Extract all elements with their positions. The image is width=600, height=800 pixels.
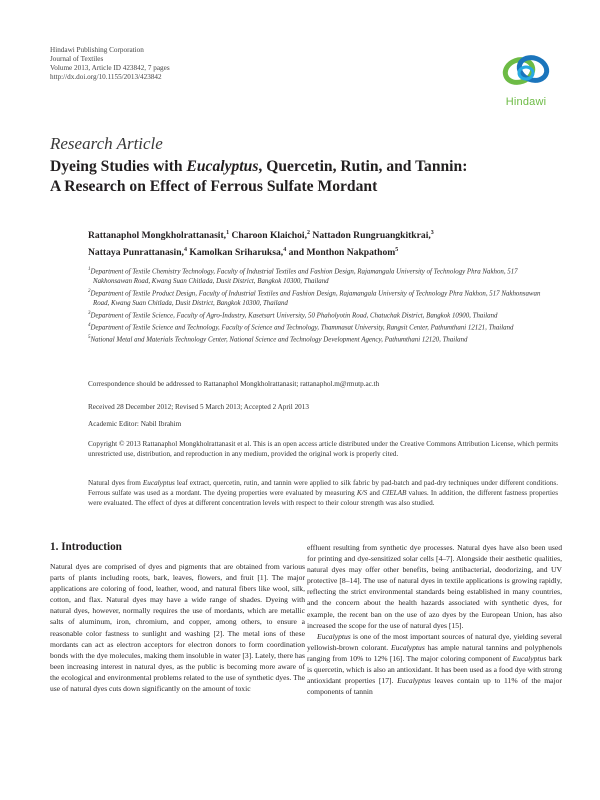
copyright-notice: Copyright © 2013 Rattanaphol Mongkholrattanasit et al. This is an open access article distributed under the Creative Commons Attribution License, which permits unrestricted use, distribution, and reproduction in any medium, provided the original work is properly cited. bbox=[88, 440, 558, 458]
paragraph: Eucalyptus is one of the most important sources of natural dye, yielding several yellowish-brown colorant. Eucalyptus has ample natural tannins and polyphenols ranging from 10% to 12% [16]. The major coloring component of Eucalyptus bark is quercetin, which is also an antioxidant. It has been used as a food dye with strong antioxidant properties [17]. Eucalyptus leaves contain up to 11% of the major components of tannin bbox=[307, 631, 562, 697]
academic-editor: Academic Editor: Nabil Ibrahim bbox=[88, 420, 182, 428]
author: Rattanaphol Mongkholrattanasit, bbox=[88, 230, 227, 242]
paragraph: effluent resulting from synthetic dye processes. Natural dyes have also been used for printing and dye-sensitized solar cells [4–7]. Alongside their aesthetic qualities, natural dyes may offer other benefits, being antibacterial, deodorizing, and UV protective [8–14]. The use of natural dyes in textile applications is growing rapidly, reflecting the strict environmental standards being established in many countries, and the concern about the health hazards associated with synthetic dyes, for example, the recent ban on the use of azo dyes by the European Union, has also increased the scope for the use of natural dyes [15]. bbox=[307, 543, 562, 630]
publication-info bbox=[50, 46, 170, 82]
author: and Monthon Nakpathom bbox=[288, 247, 396, 259]
affiliation: $^5$National Metal and Materials Technology Center, National Science and Technology Development Agency, Pathumthani 12120, Thailand bbox=[88, 334, 468, 344]
body-column-right bbox=[307, 542, 562, 697]
correspondence: Correspondence should be addressed to Rattanaphol Mongkholrattanasit; rattanaphol.m@rmutp.ac.th bbox=[88, 380, 380, 388]
article-type: Research Article bbox=[50, 134, 163, 153]
author: Nattaya Punrattanasin, bbox=[88, 247, 184, 259]
affiliation: $^1$Department of Textile Chemistry Technology, Faculty of Industrial Textiles and Fashion Design, Rajamangala University of Technology Phra Nakhon, 517 Nakhonsawan Road, Kwang Suan Chitlada, Dusit District, Bangkok 10300, Thailand bbox=[88, 267, 518, 286]
affiliation: $^3$Department of Textile Science, Faculty of Agro-Industry, Kasetsart University, 50 Phaholyotin Road, Chatuchak District, Bangkok 10900, Thailand bbox=[88, 310, 498, 320]
hindawi-logo-text: Hindawi bbox=[505, 96, 547, 108]
article-title: Dyeing Studies with Eucalyptus, Quercetin, Rutin, and Tannin: A Research on Effect of Ferrous Sulfate Mordant bbox=[50, 158, 468, 195]
body-column-left bbox=[50, 561, 305, 694]
doi-link[interactable]: http://dx.doi.org/10.1155/2013/423842 bbox=[50, 73, 162, 81]
journal-name: Journal of Textiles bbox=[50, 55, 104, 63]
author: Kamolkan Sriharuksa, bbox=[189, 247, 284, 259]
author-list: Rattanaphol Mongkholrattanasit,$^1$ Charoon Klaichoi,$^2$ Nattadon Rungruangkitkrai,$^3$ Nattaya Punrattanasin,$^4$ Kamolkan Sriharuksa,$^4$ and Monthon Nakpathom$^5$ bbox=[88, 230, 434, 259]
article-dates: Received 28 December 2012; Revised 5 March 2013; Accepted 2 April 2013 bbox=[88, 403, 309, 411]
paragraph: Natural dyes are comprised of dyes and pigments that are obtained from various parts of plants including roots, bark, leaves, flowers, and fruit [1]. The major applications are coloring of food, leather, wood, and natural fibers like wool, silk, cotton, and flax. Natural dyes may have a wide range of shades. Dyeing with natural dyes, however, normally requires the use of mordants, which are metallic salts of aluminum, iron, chromium, and copper, among others, to ensure a reasonable color fastness to sunlight and washing [2]. The metal ions of these mordants can act as electron acceptors for electron donors to form coordination bonds with the dye molecules, making them insoluble in water [3]. Lately, there has been increasing interest in natural dyes, as the public is becoming more aware of the ecological and environmental problems related to the use of synthetic dyes. The use of natural dyes cuts down significantly on the amount of toxic bbox=[50, 562, 305, 694]
publisher-name: Hindawi Publishing Corporation bbox=[50, 46, 144, 54]
volume-info: Volume 2013, Article ID 423842, 7 pages bbox=[50, 64, 170, 72]
author: Nattadon Rungruangkitkrai, bbox=[312, 230, 431, 242]
section-heading: 1. Introduction bbox=[50, 541, 122, 553]
author: Charoon Klaichoi, bbox=[231, 230, 307, 242]
affiliation: $^4$Department of Textile Science and Technology, Faculty of Science and Technology, Thammasat University, Rangsit Center, Pathumthani 12121, Thailand bbox=[88, 322, 514, 332]
abstract: Natural dyes from Eucalyptus leaf extract, quercetin, rutin, and tannin were applied to silk fabric by pad-batch and pad-dry techniques under different conditions. Ferrous sulfate was used as a mordant. The dyeing properties were evaluated by measuring K/S and CIELAB values. In addition, the different fastness properties were evaluated. The effect of dyes at different concentration levels with respect to their colour strength was also studied. bbox=[88, 479, 559, 507]
affiliations bbox=[88, 265, 558, 345]
affiliation: $^2$Department of Textile Product Design, Faculty of Industrial Textiles and Fashion Design, Rajamangala University of Technology Phra Nakhon, 517 Nakhonsawan Road, Kwang Suan Chitlada, Dusit District, Bangkok 10300, Thailand bbox=[88, 288, 541, 307]
